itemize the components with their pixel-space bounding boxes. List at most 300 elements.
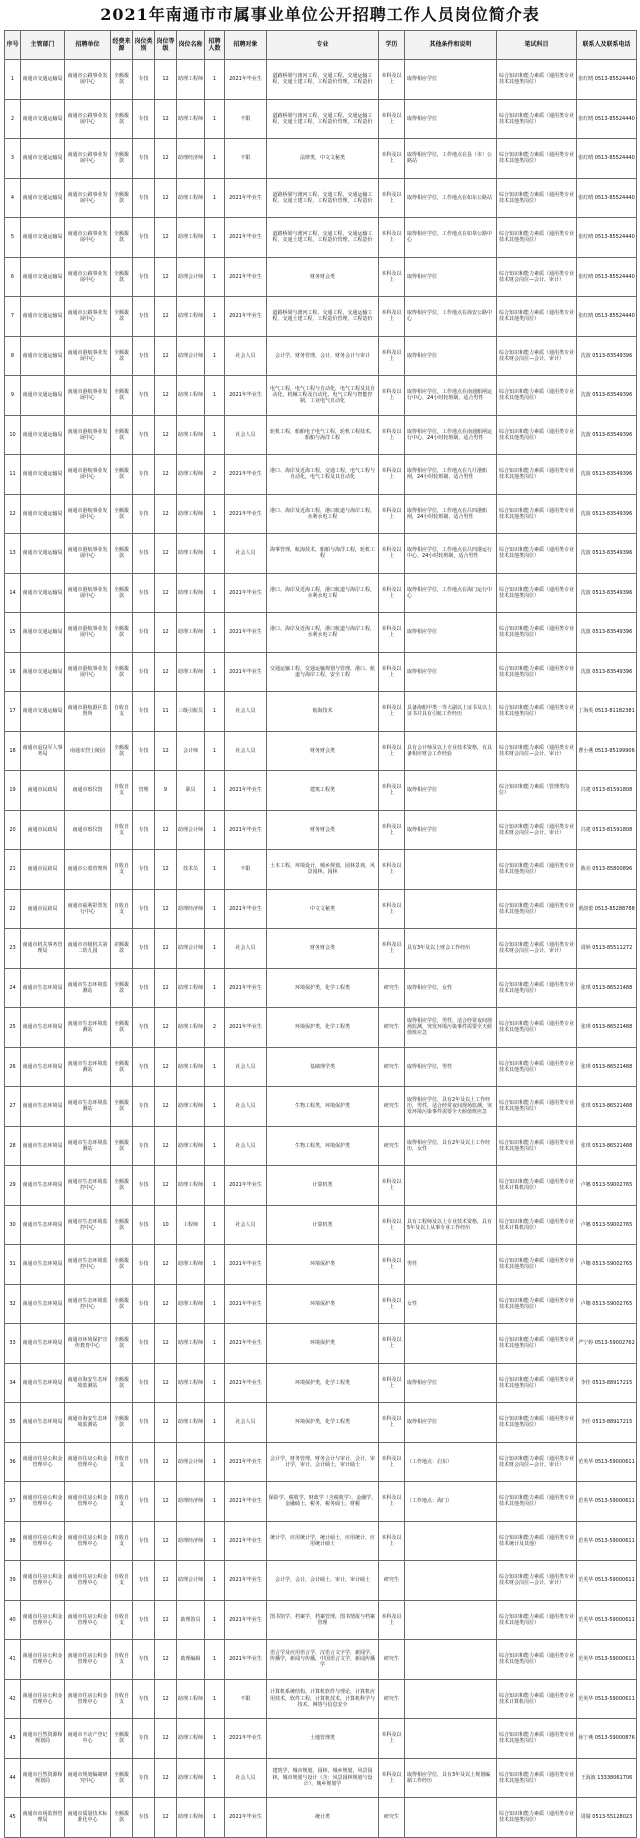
cell-exam-subject: 综合知识和能力素质（通用类专业技术其他类岗位） <box>497 1324 577 1364</box>
cell-hire-count: 1 <box>205 731 225 771</box>
cell-exam-subject: 综合知识和能力素质（通用类专业技术其他类岗位） <box>497 534 577 574</box>
cell-post-level: 12 <box>155 1442 177 1482</box>
table-row <box>5 1482 637 1522</box>
cell-exam-subject: 综合知识和能力素质（通用类专业技术其他类岗位） <box>497 494 577 534</box>
cell-hiring-unit: 南通市公墓管理所 <box>65 850 111 890</box>
cell-post-level: 12 <box>155 178 177 218</box>
cell-exam-subject: 综合知识和能力素质（通用类专业技术其他类岗位） <box>497 1047 577 1087</box>
cell-hiring-unit: 南通市公路事业发展中心 <box>65 257 111 297</box>
cell-exam-subject: 综合知识和能力素质（通用类专业技术其他类岗位） <box>497 1126 577 1166</box>
table-row <box>5 1758 637 1798</box>
cell-post-name: 助理馆员 <box>177 1600 205 1640</box>
cell-funding-source: 全额拨款 <box>111 99 133 139</box>
cell-funding-source: 自收自支 <box>111 1679 133 1719</box>
cell-post-level: 12 <box>155 60 177 100</box>
cell-requirements: 取得相应学位，工作地点在南通船闸运行中心，24小时轮班制，适合男性 <box>405 376 497 416</box>
cell-exam-subject: 综合知识和能力素质（通用类专业技术其他类岗位） <box>497 297 577 337</box>
cell-funding-source: 全额拨款 <box>111 1205 133 1245</box>
cell-major: 轮机工程，船舶电子电气工程，轮机工程技术，船舶与海洋工程 <box>267 415 379 455</box>
cell-row-number: 22 <box>5 889 21 929</box>
cell-department: 南通市交通运输局 <box>21 297 65 337</box>
cell-hiring-unit: 南通市港航事业发展中心 <box>65 573 111 613</box>
cell-funding-source: 自收自支 <box>111 1561 133 1601</box>
cell-education: 本科及以上 <box>379 810 405 850</box>
cell-exam-subject: 综合知识和能力素质（通用类专业技术其他类岗位） <box>497 968 577 1008</box>
cell-post-category: 专技 <box>133 1126 155 1166</box>
cell-post-category: 专技 <box>133 692 155 732</box>
cell-exam-subject: 综合知识和能力素质（通用类专业技术其他类岗位） <box>497 376 577 416</box>
cell-funding-source: 全额拨款 <box>111 1126 133 1166</box>
cell-applicant-type: 2021年毕业生 <box>225 1245 267 1285</box>
cell-contact: 张红晴 0513-85524440 <box>577 257 637 297</box>
cell-applicant-type: 社会人员 <box>225 415 267 455</box>
cell-department: 南通市生态环境局 <box>21 1205 65 1245</box>
cell-funding-source: 全额拨款 <box>111 139 133 179</box>
cell-post-category: 专技 <box>133 376 155 416</box>
cell-requirements: 取得相应学位 <box>405 99 497 139</box>
cell-funding-source: 全额拨款 <box>111 1324 133 1364</box>
cell-applicant-type: 2021年毕业生 <box>225 494 267 534</box>
cell-funding-source: 全额拨款 <box>111 1363 133 1403</box>
cell-hiring-unit: 南通市港航事业发展中心 <box>65 494 111 534</box>
cell-contact: 孙宁燕 0513-59000876 <box>577 1719 637 1759</box>
cell-row-number: 2 <box>5 99 21 139</box>
cell-exam-subject: 综合知识和能力素质（通用类专业技术其他类岗位） <box>497 1798 577 1838</box>
cell-funding-source: 全额拨款 <box>111 1245 133 1285</box>
cell-post-name: 三级引航员 <box>177 692 205 732</box>
cell-contact: 范英华 0513-59000611 <box>577 1521 637 1561</box>
cell-applicant-type: 社会人员 <box>225 929 267 969</box>
cell-major: 建筑学，城市规划，园林，城乡规划，风景园林，城市规划与设计（含：风景园林规划与设计），城乡规划学 <box>267 1758 379 1798</box>
cell-education: 研究生 <box>379 1126 405 1166</box>
cell-funding-source: 全额拨款 <box>111 731 133 771</box>
cell-row-number: 20 <box>5 810 21 850</box>
cell-hiring-unit: 南通市市级机关第二幼儿园 <box>65 929 111 969</box>
cell-post-name: 助理工程师 <box>177 494 205 534</box>
cell-applicant-type: 2021年毕业生 <box>225 1008 267 1048</box>
cell-education: 研究生 <box>379 1798 405 1838</box>
cell-exam-subject: 综合知识和能力素质（通用类专业技术其他类岗位） <box>497 1758 577 1798</box>
cell-contact: 范英华 0513-59000611 <box>577 1442 637 1482</box>
cell-requirements: 取得相应学位 <box>405 1403 497 1443</box>
cell-major: 土木工程，环境设计，城乡规划，园林景观，风景园林，园林 <box>267 850 379 890</box>
cell-education: 研究生 <box>379 1640 405 1680</box>
cell-post-name: 助理经济师 <box>177 139 205 179</box>
cell-post-category: 专技 <box>133 1166 155 1206</box>
cell-applicant-type: 2021年毕业生 <box>225 613 267 653</box>
cell-funding-source: 全额拨款 <box>111 613 133 653</box>
table-row <box>5 613 637 653</box>
cell-post-name: 助理编辑 <box>177 1640 205 1680</box>
cell-contact: 张琪 0513-86521488 <box>577 1087 637 1127</box>
cell-department: 南通市生态环境局 <box>21 1363 65 1403</box>
cell-funding-source: 全额拨款 <box>111 178 133 218</box>
cell-education: 本科及以上 <box>379 178 405 218</box>
cell-applicant-type: 不限 <box>225 850 267 890</box>
cell-post-level: 12 <box>155 889 177 929</box>
cell-hiring-unit: 南通市殡仪馆 <box>65 771 111 811</box>
table-row <box>5 178 637 218</box>
cell-department: 南通市生态环境局 <box>21 1126 65 1166</box>
cell-funding-source: 全额拨款 <box>111 1284 133 1324</box>
cell-hiring-unit: 南通市生态环境监测站 <box>65 1047 111 1087</box>
header-col-contact: 联系人及联系电话 <box>577 31 637 60</box>
cell-hiring-unit: 南通市规划编制研究中心 <box>65 1758 111 1798</box>
cell-education: 本科及以上 <box>379 573 405 613</box>
cell-contact: 周婷 0513-85511272 <box>577 929 637 969</box>
cell-major: 计算机系统结构，计算机软件与理论，计算机应用技术，软件工程，计算机技术，计算机科学与技术，网络与信息安全 <box>267 1679 379 1719</box>
cell-hire-count: 1 <box>205 376 225 416</box>
cell-contact: 严宁婷 0513-59002762 <box>577 1324 637 1364</box>
cell-requirements: 具有3年及以上财会工作经历 <box>405 929 497 969</box>
cell-applicant-type: 2021年毕业生 <box>225 1640 267 1680</box>
cell-applicant-type: 2021年毕业生 <box>225 1442 267 1482</box>
cell-hire-count: 1 <box>205 652 225 692</box>
header-col-count: 招聘人数 <box>205 31 225 60</box>
cell-department: 南通市交通运输局 <box>21 534 65 574</box>
cell-applicant-type: 社会人员 <box>225 1087 267 1127</box>
cell-exam-subject: 综合知识和能力素质（通用类专业技术计算机岗位） <box>497 1205 577 1245</box>
cell-hiring-unit: 南通市住房公积金管理中心 <box>65 1561 111 1601</box>
cell-contact: 范英华 0513-59000611 <box>577 1679 637 1719</box>
cell-funding-source: 全额拨款 <box>111 652 133 692</box>
cell-post-name: 助理工程师 <box>177 1245 205 1285</box>
cell-post-name: 助理会计师 <box>177 1561 205 1601</box>
cell-requirements: 取得相应学位 <box>405 810 497 850</box>
cell-hiring-unit: 南通市港航港区监督所 <box>65 692 111 732</box>
cell-exam-subject: 综合知识和能力素质（通用类专业技术其他类岗位） <box>497 1640 577 1680</box>
cell-exam-subject: 综合知识和能力素质（通用类专业技术计算机岗位） <box>497 1166 577 1206</box>
cell-hire-count: 1 <box>205 573 225 613</box>
cell-major: 图书馆学，档案学，档案管理，图书情报与档案管理 <box>267 1600 379 1640</box>
cell-post-level: 12 <box>155 1047 177 1087</box>
cell-education: 本科及以上 <box>379 771 405 811</box>
cell-major: 生物工程类，环境保护类 <box>267 1087 379 1127</box>
cell-hiring-unit: 南通市港航事业发展中心 <box>65 455 111 495</box>
table-row <box>5 1324 637 1364</box>
table-row <box>5 534 637 574</box>
cell-post-level: 12 <box>155 1166 177 1206</box>
cell-major: 计算机类 <box>267 1166 379 1206</box>
cell-education: 本科及以上 <box>379 1166 405 1206</box>
cell-funding-source: 全额拨款 <box>111 1166 133 1206</box>
cell-row-number: 26 <box>5 1047 21 1087</box>
table-row <box>5 889 637 929</box>
cell-applicant-type: 2021年毕业生 <box>225 218 267 258</box>
cell-post-category: 专技 <box>133 1245 155 1285</box>
cell-hiring-unit: 南通市公路事业发展中心 <box>65 139 111 179</box>
cell-funding-source: 自收自支 <box>111 692 133 732</box>
cell-post-name: 助理经济师 <box>177 1482 205 1522</box>
cell-requirements: 取得相应学位，具有2年及以上工作经历，男性，适合经常夜间现场监测，突发环境污染事件需要全天候值班应急 <box>405 1087 497 1127</box>
cell-post-category: 专技 <box>133 1008 155 1048</box>
cell-funding-source: 全额拨款 <box>111 1008 133 1048</box>
cell-contact: 张红晴 0513-85524440 <box>577 297 637 337</box>
cell-education: 研究生 <box>379 968 405 1008</box>
cell-hiring-unit: 南通市住房公积金管理中心 <box>65 1679 111 1719</box>
cell-hire-count: 1 <box>205 1245 225 1285</box>
cell-applicant-type: 2021年毕业生 <box>225 297 267 337</box>
cell-hire-count: 1 <box>205 297 225 337</box>
cell-major: 建筑工程类 <box>267 771 379 811</box>
cell-education: 本科及以上 <box>379 850 405 890</box>
cell-requirements <box>405 1640 497 1680</box>
cell-department: 南通市民政局 <box>21 889 65 929</box>
cell-major: 土地管理类 <box>267 1719 379 1759</box>
cell-funding-source: 自收自支 <box>111 850 133 890</box>
cell-post-level: 12 <box>155 1719 177 1759</box>
cell-row-number: 39 <box>5 1561 21 1601</box>
cell-education: 研究生 <box>379 1679 405 1719</box>
cell-hiring-unit: 南通市生态环境监测站 <box>65 1126 111 1166</box>
cell-major: 环境保护类，化学工程类 <box>267 1008 379 1048</box>
cell-hiring-unit: 南通市海安生态环境监测站 <box>65 1363 111 1403</box>
cell-post-name: 助理工程师 <box>177 455 205 495</box>
cell-hiring-unit: 南通市生态环境监测站 <box>65 1087 111 1127</box>
cell-post-level: 12 <box>155 415 177 455</box>
cell-requirements: 取得相应学位 <box>405 60 497 100</box>
cell-hire-count: 1 <box>205 810 225 850</box>
cell-hire-count: 1 <box>205 1284 225 1324</box>
cell-department: 南通市自然资源和规划局 <box>21 1719 65 1759</box>
cell-department: 南通市生态环境局 <box>21 1008 65 1048</box>
cell-hire-count: 1 <box>205 1758 225 1798</box>
cell-hire-count: 1 <box>205 1442 225 1482</box>
cell-funding-source: 差额拨款 <box>111 929 133 969</box>
cell-requirements <box>405 1600 497 1640</box>
cell-education: 本科及以上 <box>379 889 405 929</box>
cell-post-name: 助理工程师 <box>177 1166 205 1206</box>
cell-hire-count: 1 <box>205 850 225 890</box>
cell-requirements: 取得相应学位，工作地点在南通船闸运行中心，24小时轮班制，适合男性 <box>405 415 497 455</box>
cell-requirements <box>405 850 497 890</box>
cell-education: 本科及以上 <box>379 257 405 297</box>
cell-department: 南通市住房公积金管理中心 <box>21 1482 65 1522</box>
cell-contact: 范英华 0513-59000611 <box>577 1482 637 1522</box>
cell-hire-count: 1 <box>205 1679 225 1719</box>
header-col-major: 专业 <box>267 31 379 60</box>
cell-applicant-type: 社会人员 <box>225 1758 267 1798</box>
cell-hiring-unit: 南通市公路事业发展中心 <box>65 218 111 258</box>
cell-post-name: 助理工程师 <box>177 99 205 139</box>
cell-post-category: 专技 <box>133 455 155 495</box>
cell-post-category: 专技 <box>133 297 155 337</box>
cell-post-name: 助理工程师 <box>177 1363 205 1403</box>
cell-hiring-unit: 南通市不动产登记中心 <box>65 1719 111 1759</box>
cell-education: 本科及以上 <box>379 613 405 653</box>
cell-post-level: 12 <box>155 1798 177 1838</box>
cell-post-category: 专技 <box>133 1798 155 1838</box>
cell-requirements: 具有工程师及以上专业技术资格，具有5年及以上从事专业工作经历 <box>405 1205 497 1245</box>
cell-hiring-unit: 南通市港航事业发展中心 <box>65 652 111 692</box>
cell-major: 港口、海岸及近海工程，港口航道与海岸工程，水利水电工程 <box>267 613 379 653</box>
cell-row-number: 21 <box>5 850 21 890</box>
header-col-position: 岗位名称 <box>177 31 205 60</box>
cell-requirements: 取得相应学位 <box>405 336 497 376</box>
cell-post-level: 12 <box>155 929 177 969</box>
cell-row-number: 41 <box>5 1640 21 1680</box>
cell-education: 本科及以上 <box>379 139 405 179</box>
cell-requirements: 取得相应学位，具有2年及以上工作经历，女性 <box>405 1126 497 1166</box>
cell-row-number: 30 <box>5 1205 21 1245</box>
cell-hire-count: 1 <box>205 1363 225 1403</box>
cell-contact: 陈亮 0513-85800896 <box>577 850 637 890</box>
cell-contact: 范英华 0513-59000611 <box>577 1561 637 1601</box>
cell-major: 道路桥梁与渡河工程，交通工程，交通运输工程，交通土建工程，工程造价管理，工程造价 <box>267 99 379 139</box>
header-col-category: 岗位类别 <box>133 31 155 60</box>
cell-applicant-type: 社会人员 <box>225 1126 267 1166</box>
cell-hiring-unit: 南通市公路事业发展中心 <box>65 297 111 337</box>
cell-hiring-unit: 南通市烈士陵园 <box>65 731 111 771</box>
cell-major: 港口、海岸及近海工程，港口航道与海岸工程，水利水电工程 <box>267 494 379 534</box>
cell-funding-source: 全额拨款 <box>111 376 133 416</box>
cell-hiring-unit: 南通市生态环境监控中心 <box>65 1284 111 1324</box>
cell-requirements: 取得相应学位，男性 <box>405 1047 497 1087</box>
cell-requirements: 取得相应学位，工作地点在吕四港运行中心，24小时轮班制，适合男性 <box>405 534 497 574</box>
cell-funding-source: 全额拨款 <box>111 573 133 613</box>
cell-post-name: 助理工程师 <box>177 178 205 218</box>
cell-contact: 沈波 0513-83549396 <box>577 652 637 692</box>
cell-row-number: 6 <box>5 257 21 297</box>
cell-department: 南通市住房公积金管理中心 <box>21 1640 65 1680</box>
cell-post-level: 12 <box>155 99 177 139</box>
header-col-target: 招聘对象 <box>225 31 267 60</box>
cell-post-name: 助理工程师 <box>177 376 205 416</box>
cell-requirements: 取得相应学位，男性，适合经常夜间现场监测，突发环境污染事件需要全天候值班应急 <box>405 1008 497 1048</box>
cell-row-number: 3 <box>5 139 21 179</box>
table-body <box>5 60 637 1838</box>
cell-exam-subject: 综合知识和能力素质（通用类专业技术其他类岗位） <box>497 60 577 100</box>
cell-funding-source: 全额拨款 <box>111 1403 133 1443</box>
cell-major: 会计学，财务管理，会计，财务会计与审计 <box>267 336 379 376</box>
cell-major: 环境保护类 <box>267 1284 379 1324</box>
cell-post-name: 助理工程师 <box>177 1087 205 1127</box>
cell-post-category: 专技 <box>133 1719 155 1759</box>
cell-exam-subject: 综合知识和能力素质（通用类专业技术其他类岗位） <box>497 1600 577 1640</box>
cell-post-category: 专技 <box>133 99 155 139</box>
cell-row-number: 11 <box>5 455 21 495</box>
page <box>4 0 636 1838</box>
cell-hire-count: 1 <box>205 178 225 218</box>
cell-major: 财务财会类 <box>267 929 379 969</box>
cell-contact: 沈波 0513-83549396 <box>577 415 637 455</box>
cell-contact: 张红晴 0513-85524440 <box>577 99 637 139</box>
cell-row-number: 19 <box>5 771 21 811</box>
table-row <box>5 573 637 613</box>
cell-exam-subject: 综合知识和能力素质（通用类专业技术计算机岗位） <box>497 1679 577 1719</box>
cell-department: 南通市市场监督管理局 <box>21 1798 65 1838</box>
cell-hiring-unit: 南通市海安生态环境监测站 <box>65 1403 111 1443</box>
cell-post-name: 助理工程师 <box>177 1679 205 1719</box>
cell-funding-source: 全额拨款 <box>111 968 133 1008</box>
cell-major: 法律类，中文文秘类 <box>267 139 379 179</box>
cell-post-name: 助理会计师 <box>177 257 205 297</box>
cell-post-level: 12 <box>155 455 177 495</box>
cell-department: 南通市交通运输局 <box>21 573 65 613</box>
cell-major: 海事管理，航海技术，船舶与海洋工程，轮机工程 <box>267 534 379 574</box>
cell-major: 环境保护类，化学工程类 <box>267 1403 379 1443</box>
table-row <box>5 1126 637 1166</box>
cell-exam-subject: 综合知识和能力素质（通用类专业技术财会岗位—会计、审计） <box>497 257 577 297</box>
header-col-requirements: 其他条件和说明 <box>405 31 497 60</box>
cell-post-level: 12 <box>155 968 177 1008</box>
cell-post-name: 助理工程师 <box>177 968 205 1008</box>
cell-department: 南通市民政局 <box>21 810 65 850</box>
cell-post-name: 助理工程师 <box>177 415 205 455</box>
cell-funding-source: 全额拨款 <box>111 1798 133 1838</box>
cell-department: 南通市机关事务管理局 <box>21 929 65 969</box>
cell-post-level: 12 <box>155 1245 177 1285</box>
cell-contact: 沈波 0513-83549396 <box>577 613 637 653</box>
cell-requirements <box>405 1521 497 1561</box>
cell-hire-count: 1 <box>205 494 225 534</box>
cell-post-category: 专技 <box>133 1284 155 1324</box>
cell-hiring-unit: 南通市生态环境监测站 <box>65 968 111 1008</box>
cell-education: 本科及以上 <box>379 455 405 495</box>
cell-applicant-type: 2021年毕业生 <box>225 1719 267 1759</box>
cell-hire-count: 1 <box>205 1047 225 1087</box>
cell-hire-count: 1 <box>205 257 225 297</box>
cell-applicant-type: 不限 <box>225 99 267 139</box>
cell-exam-subject: 综合知识和能力素质（通用类专业技术其他类岗位） <box>497 613 577 653</box>
cell-exam-subject: 综合知识和能力素质（通用类专业技术其他类岗位） <box>497 139 577 179</box>
cell-post-name: 助理会计师 <box>177 929 205 969</box>
cell-major: 保险学，税收学，财政学（含税收学），金融学，金融硕士，税务，税务硕士，财税 <box>267 1482 379 1522</box>
cell-post-name: 助理工程师 <box>177 297 205 337</box>
cell-contact: 黄韵蕾 0513-85288788 <box>577 889 637 929</box>
cell-contact: 沈波 0513-83549396 <box>577 573 637 613</box>
cell-contact: 周婧 0513-55128023 <box>577 1798 637 1838</box>
cell-exam-subject: 综合知识和能力素质（通用类专业技术其他类岗位） <box>497 1403 577 1443</box>
cell-contact: 张琪 0513-86521488 <box>577 968 637 1008</box>
cell-hire-count: 1 <box>205 1205 225 1245</box>
cell-major: 道路桥梁与渡河工程，交通工程，交通运输工程，交通土建工程，工程造价管理，工程造价 <box>267 218 379 258</box>
cell-post-name: 助理会计师 <box>177 810 205 850</box>
cell-hiring-unit: 南通市公路事业发展中心 <box>65 178 111 218</box>
cell-post-name: 助理会计师 <box>177 336 205 376</box>
cell-exam-subject: 综合知识和能力素质（通用类专业技术财会岗位—会计、审计） <box>497 1442 577 1482</box>
cell-education: 本科及以上 <box>379 1600 405 1640</box>
cell-funding-source: 全额拨款 <box>111 257 133 297</box>
table-row <box>5 652 637 692</box>
cell-requirements: 取得相应学位，工作地点在海安公路中心 <box>405 297 497 337</box>
cell-applicant-type: 2021年毕业生 <box>225 1521 267 1561</box>
table-row <box>5 1245 637 1285</box>
cell-funding-source: 全额拨款 <box>111 494 133 534</box>
cell-row-number: 7 <box>5 297 21 337</box>
header-col-exam: 笔试科目 <box>497 31 577 60</box>
cell-exam-subject: 综合知识和能力素质（通用类专业技术其他类岗位） <box>497 1245 577 1285</box>
table-row <box>5 376 637 416</box>
table-row <box>5 1166 637 1206</box>
cell-requirements: 取得相应学位，工作地点在海门运行中心 <box>405 573 497 613</box>
cell-exam-subject: 综合知识和能力素质（通用类专业技术其他类岗位） <box>497 850 577 890</box>
cell-major: 道路桥梁与渡河工程，交通工程，交通运输工程，交通土建工程，工程造价管理，工程造价 <box>267 297 379 337</box>
cell-funding-source: 全额拨款 <box>111 1758 133 1798</box>
cell-hire-count: 2 <box>205 1008 225 1048</box>
header-col-unit: 招聘单位 <box>65 31 111 60</box>
cell-applicant-type: 社会人员 <box>225 336 267 376</box>
cell-post-category: 专技 <box>133 1324 155 1364</box>
cell-exam-subject: 综合知识和能力素质（通用类专业技术财会岗位—会计、审计） <box>497 1561 577 1601</box>
cell-contact: 张红晴 0513-85524440 <box>577 178 637 218</box>
cell-hiring-unit: 南通市质量技术标准化中心 <box>65 1798 111 1838</box>
table-row <box>5 1205 637 1245</box>
cell-department: 南通市退役军人事务局 <box>21 731 65 771</box>
cell-post-category: 专技 <box>133 1521 155 1561</box>
cell-requirements: 取得相应学位，工作地点在吕四港船闸，24小时轮班制，适合男性 <box>405 494 497 534</box>
cell-applicant-type: 2021年毕业生 <box>225 257 267 297</box>
